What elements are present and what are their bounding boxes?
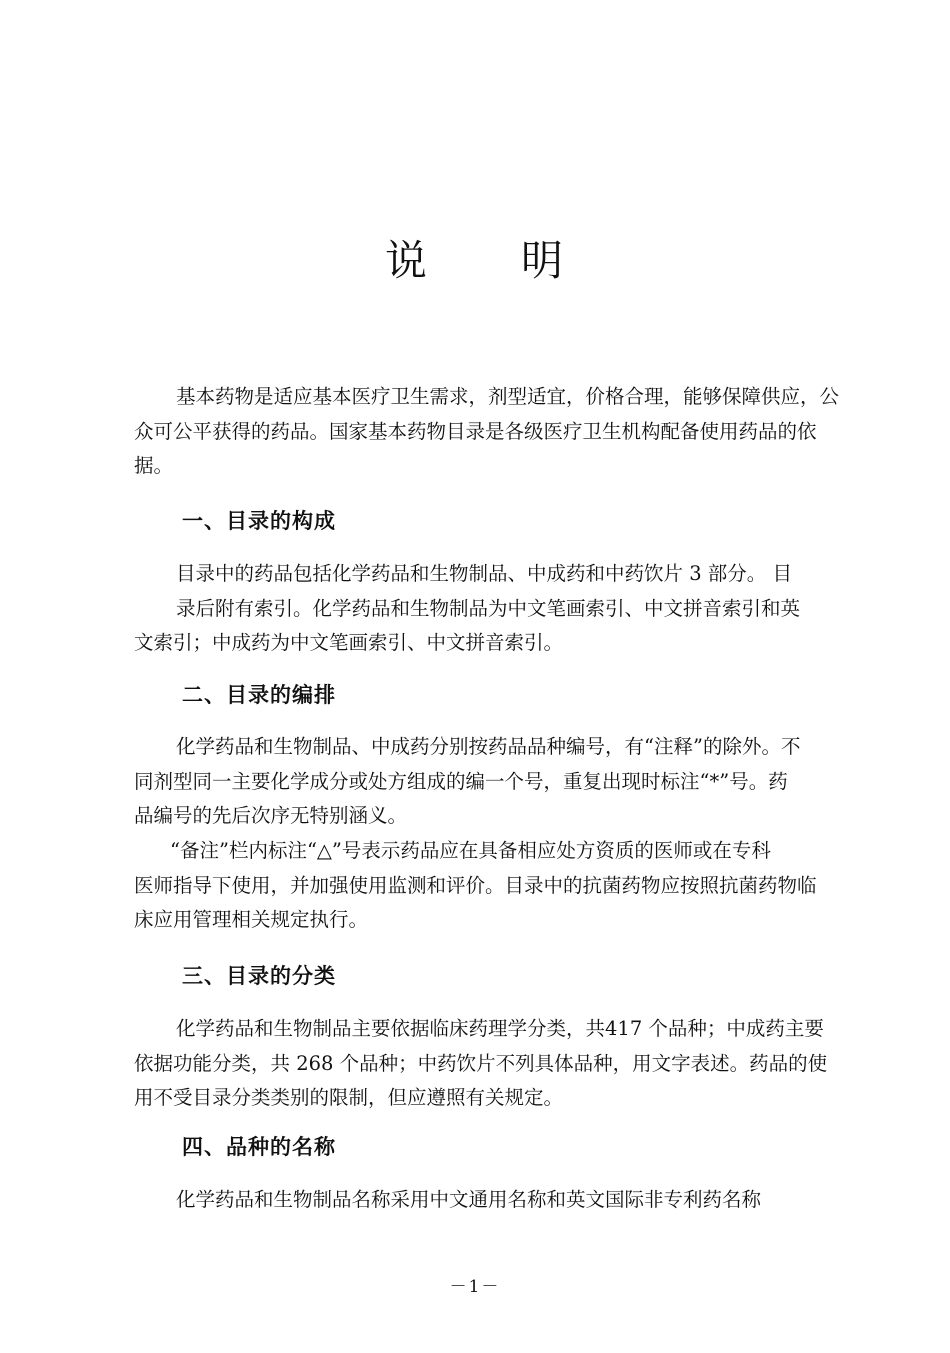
section-3-line-2: 依据功能分类，共 268 个品种；中药饮片不列具体品种，用文字表述。药品的使 (134, 1051, 828, 1075)
section-2-heading: 二、目录的编排 (182, 683, 336, 707)
section-1-line-1: 目录中的药品包括化学药品和生物制品、中成药和中药饮片 3 部分。 目 (176, 562, 793, 585)
page-title (0, 228, 950, 288)
section-2-p2-line-2: 医师指导下使用，并加强使用监测和评价。目录中的抗菌药物应按照抗菌药物临 (134, 873, 817, 897)
section-3-line-3: 用不受目录分类类别的限制，但应遵照有关规定。 (134, 1086, 564, 1109)
section-2-paragraph-2 (134, 834, 872, 938)
section-1-line-2: 录后附有索引。化学药品和生物制品为中文笔画索引、中文拼音索引和英 (176, 596, 801, 620)
intro-line-3: 据。 (134, 454, 174, 477)
section-3-paragraph (134, 1012, 872, 1116)
title-char-1: 说 (384, 236, 429, 285)
section-3-line-1: 化学药品和生物制品主要依据临床药理学分类，共417 个品种；中成药主要 (176, 1017, 824, 1040)
section-4-line-1: 化学药品和生物制品名称采用中文通用名称和英文国际非专利药名称 (176, 1188, 762, 1211)
section-1-heading: 一、目录的构成 (182, 509, 336, 533)
section-1-paragraph (134, 557, 872, 661)
section-2-paragraph-1 (134, 730, 872, 834)
section-1-line-3: 文索引；中成药为中文笔画索引、中文拼音索引。 (134, 631, 564, 654)
section-2-p2-line-1: “备注”栏内标注“△”号表示药品应在具备相应处方资质的医师或在专科 (170, 839, 771, 862)
section-4-heading: 四、品种的名称 (182, 1135, 336, 1159)
intro-line-1: 基本药物是适应基本医疗卫生需求，剂型适宜，价格合理，能够保障供应，公 (176, 385, 840, 408)
intro-line-2: 众可公平获得的药品。国家基本药物目录是各级医疗卫生机构配备使用药品的依 (134, 419, 817, 443)
title-char-2: 明 (521, 236, 566, 285)
section-3-heading: 三、目录的分类 (182, 964, 336, 988)
section-2-p1-line-2: 同剂型同一主要化学成分或处方组成的编一个号，重复出现时标注“*”号。药 (134, 769, 788, 793)
section-2-p2-line-3: 床应用管理相关规定执行。 (134, 908, 369, 931)
section-2-p1-line-3: 品编号的先后次序无特别涵义。 (134, 804, 408, 827)
section-4-paragraph (134, 1183, 872, 1218)
page-number: －1－ (449, 1277, 501, 1297)
section-2-p1-line-1: 化学药品和生物制品、中成药分别按药品品种编号，有“注释”的除外。不 (176, 735, 801, 758)
intro-paragraph (134, 380, 872, 484)
